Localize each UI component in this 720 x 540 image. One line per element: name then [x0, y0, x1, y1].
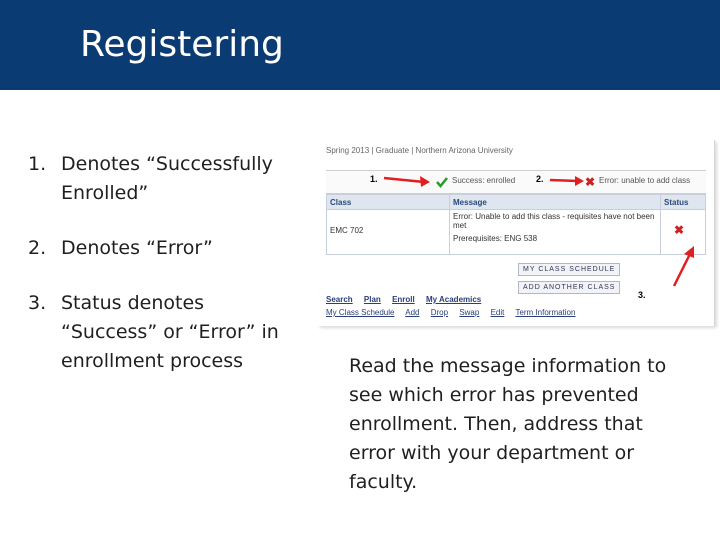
swap-link[interactable]: Swap — [459, 308, 480, 317]
bullet-text: Denotes “Error” — [61, 237, 213, 259]
error-message: Error: unable to add class — [599, 176, 691, 185]
my-academics-link[interactable]: My Academics — [425, 295, 482, 304]
plan-link[interactable]: Plan — [363, 295, 381, 304]
bullet-item — [22, 234, 292, 263]
enroll-link[interactable]: Enroll — [392, 295, 415, 304]
class-cell — [327, 210, 450, 255]
check-icon — [436, 176, 448, 188]
search-link[interactable]: Search — [326, 295, 353, 304]
bullet-number: 1. — [28, 153, 47, 175]
title-bar — [0, 0, 720, 90]
step-1-label: 1. — [370, 174, 378, 184]
error-x-icon: ✖ — [674, 223, 685, 237]
secondary-nav-links — [326, 308, 584, 317]
bullet-item — [22, 289, 292, 376]
error-x-icon: ✖ — [585, 175, 596, 189]
arrow-icon — [670, 242, 700, 292]
bullet-number: 2. — [28, 237, 47, 259]
slide-caption: Read the message information to see which error has prevented enrollment. Then, address that error with your department or faculty. — [349, 355, 667, 493]
success-message: Success: enrolled — [452, 176, 516, 185]
drop-link[interactable]: Drop — [430, 308, 449, 317]
column-header: Status — [661, 195, 706, 210]
term-header: Spring 2013 | Graduate | Northern Arizona University — [326, 146, 513, 155]
bullet-item — [22, 150, 292, 208]
error-detail: Error: Unable to add this class - requisites have not been met — [453, 212, 655, 230]
add-another-class-button[interactable]: ADD ANOTHER CLASS — [518, 281, 620, 294]
message-cell — [450, 210, 661, 255]
bullet-number: 3. — [28, 292, 47, 314]
step-2-label: 2. — [536, 174, 544, 184]
step-3-label: 3. — [638, 290, 646, 300]
column-header: Message — [450, 195, 661, 210]
class-value: EMC 702 — [330, 226, 364, 235]
slide-title: Registering — [80, 24, 284, 65]
column-header: Class — [327, 195, 450, 210]
bullet-text: Denotes “Successfully Enrolled” — [61, 153, 273, 204]
bullet-list — [22, 150, 292, 376]
term-information-link[interactable]: Term Information — [515, 308, 576, 317]
table-row — [327, 210, 706, 255]
add-link[interactable]: Add — [405, 308, 420, 317]
enrollment-results-table — [326, 194, 706, 255]
bullet-text: Status denotes “Success” or “Error” in enrollment process — [61, 292, 279, 372]
arrow-icon — [548, 175, 586, 187]
enrollment-screenshot — [318, 140, 715, 326]
primary-nav-links — [326, 295, 490, 304]
my-class-schedule-button[interactable]: MY CLASS SCHEDULE — [518, 263, 620, 276]
my-class-schedule-link[interactable]: My Class Schedule — [326, 308, 395, 317]
prerequisite-detail: Prerequisites: ENG 538 — [453, 234, 538, 243]
edit-link[interactable]: Edit — [490, 308, 505, 317]
arrow-icon — [382, 175, 432, 187]
enrollment-status-bar — [326, 170, 706, 194]
